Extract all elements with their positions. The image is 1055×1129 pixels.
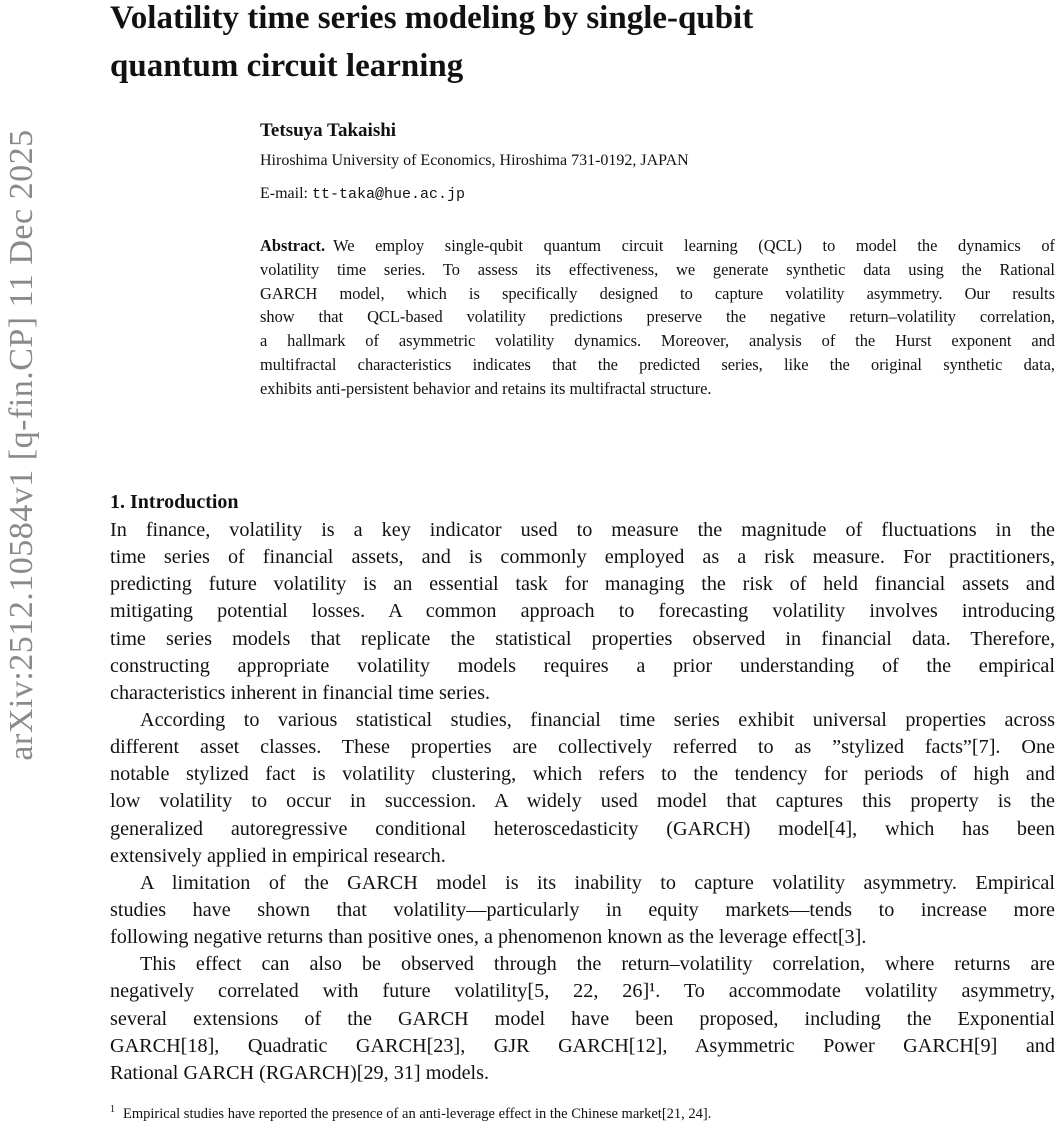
text-line: following negative returns than positive ones, a phenomenon known as the leverage effect[3]. (110, 926, 867, 949)
abstract-text: We employ single-qubit quantum circuit learning (QCL) to model the dynamics of (333, 236, 1055, 255)
text-line: notable stylized fact is volatility clustering, which refers to the tendency for periods of high and (110, 763, 1055, 786)
abstract-label: Abstract. (260, 236, 326, 255)
text-line: characteristics inherent in financial time series. (110, 681, 491, 704)
section-heading: 1. Introduction (110, 491, 239, 513)
body-text (110, 517, 1055, 1087)
text-line: This effect can also be observed through the return–volatility correlation, where returns are (140, 953, 1055, 976)
email-label: E-mail: (260, 185, 308, 202)
text-line: extensively applied in empirical research. (110, 844, 446, 867)
footnote-mark: 1 (110, 1104, 115, 1115)
text-line: constructing appropriate volatility models requires a prior understanding of the empirical (110, 654, 1055, 677)
text-line: predicting future volatility is an essential task for managing the risk of held financial assets and (110, 573, 1055, 596)
abstract-line: GARCH model, which is specifically designed to capture volatility asymmetry. Our results (260, 283, 1055, 303)
text-line: time series models that replicate the statistical properties observed in financial data. Therefore, (110, 627, 1055, 650)
text-line: A limitation of the GARCH model is its inability to capture volatility asymmetry. Empirical (140, 871, 1055, 894)
text-line: several extensions of the GARCH model have been proposed, including the Exponential (110, 1007, 1055, 1030)
title-line: quantum circuit learning (110, 48, 464, 84)
text-line: Rational GARCH (RGARCH)[29, 31] models. (110, 1061, 490, 1084)
text-line: mitigating potential losses. A common approach to forecasting volatility involves introducing (110, 600, 1055, 623)
text-line: GARCH[18], Quadratic GARCH[23], GJR GARCH[12], Asymmetric Power GARCH[9] and (110, 1034, 1055, 1057)
abstract-line: show that QCL-based volatility predictions preserve the negative return–volatility correlation, (260, 307, 1055, 327)
title-line: Volatility time series modeling by single-qubit (110, 0, 754, 36)
paragraph (110, 870, 1055, 951)
abstract (260, 234, 1055, 401)
text-line: different asset classes. These properties are collectively referred to as ”stylized facts”[7]. One (110, 736, 1055, 759)
author-name: Tetsuya Takaishi (260, 120, 397, 141)
abstract-line (260, 234, 1055, 258)
text-line: low volatility to occur in succession. A widely used model that captures this property is the (110, 790, 1055, 813)
paragraph (110, 517, 1055, 707)
paragraph (110, 707, 1055, 870)
text-line: generalized autoregressive conditional heteroscedasticity (GARCH) model[4], which has been (110, 817, 1055, 840)
abstract-line: volatility time series. To assess its effectiveness, we generate synthetic data using the Rational (260, 259, 1055, 279)
footnote (110, 1104, 711, 1123)
author-affiliation: Hiroshima University of Economics, Hiroshima 731-0192, JAPAN (260, 152, 689, 169)
text-line: studies have shown that volatility—particularly in equity markets—tends to increase more (110, 898, 1055, 921)
text-line: In finance, volatility is a key indicator used to measure the magnitude of fluctuations in the (110, 519, 1055, 541)
abstract-line: exhibits anti-persistent behavior and retains its multifractal structure. (260, 378, 712, 398)
email-address[interactable]: tt-taka@hue.ac.jp (311, 186, 466, 203)
text-line: According to various statistical studies, financial time series exhibit universal properties across (140, 708, 1055, 731)
footnote-text: Empirical studies have reported the presence of an anti-leverage effect in the Chinese market[21, 24]. (123, 1105, 712, 1122)
paragraph (110, 951, 1055, 1087)
abstract-line: multifractal characteristics indicates that the predicted series, like the original synthetic data, (260, 354, 1055, 374)
paper-title (110, 0, 753, 90)
abstract-line: a hallmark of asymmetric volatility dynamics. Moreover, analysis of the Hurst exponent and (260, 331, 1055, 351)
author-email (260, 185, 465, 203)
text-line: negatively correlated with future volatility[5, 22, 26]¹. To accommodate volatility asymmetry, (110, 980, 1055, 1003)
arxiv-stamp: arXiv:2512.10584v1 [q-fin.CP] 11 Dec 2025 (3, 129, 40, 761)
text-line: time series of financial assets, and is commonly employed as a risk measure. For practitioners, (110, 546, 1055, 569)
